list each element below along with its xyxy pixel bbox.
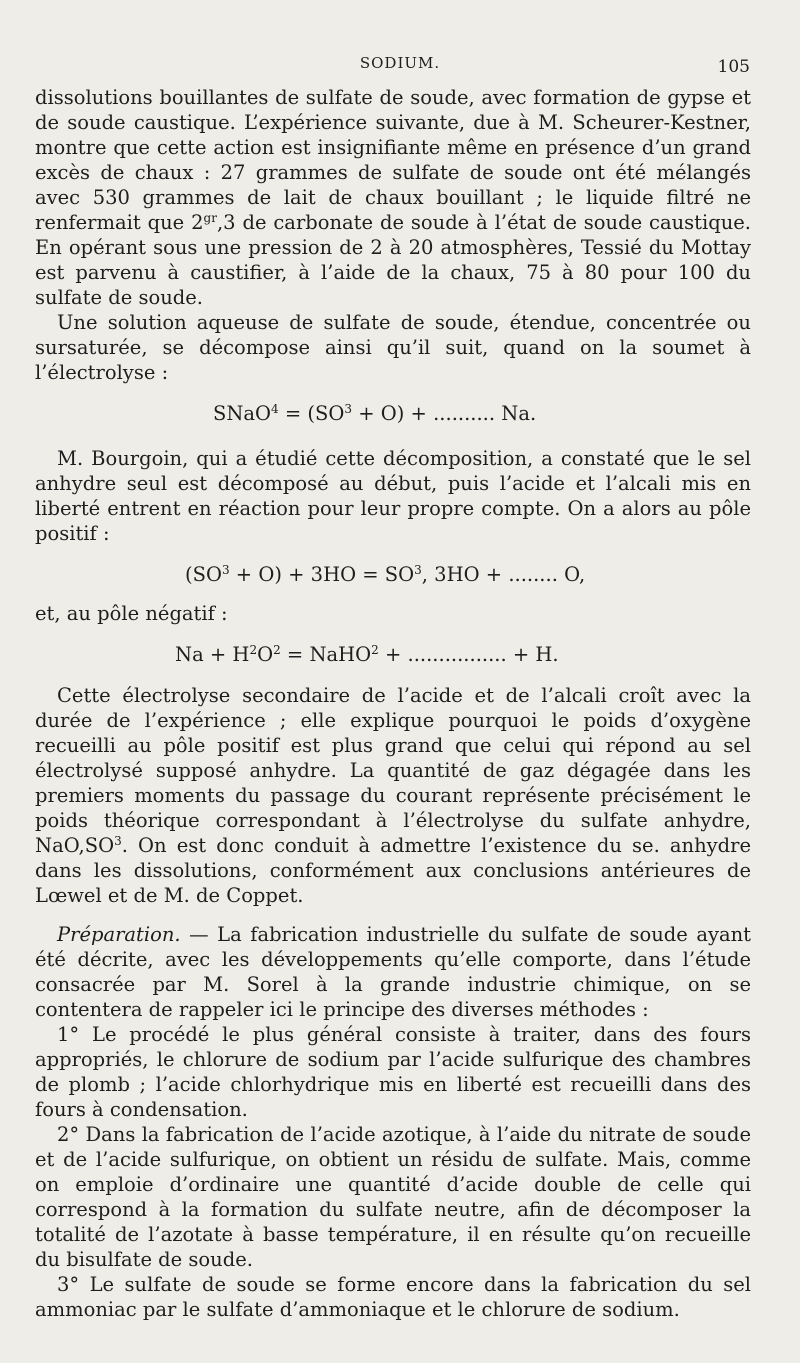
paragraph-method-2: 2° Dans la fabrication de l’acide azotique, à l’aide du nitrate de soude et de l’acide sulfurique, on obtient un résidu de sulfate. Mais, comme on emploie d’ordinaire une quantité d’acide double de celle qui correspond à la formation du sulfate neutre, afin de décomposer la totalité de l’azotate à basse température, il en résulte qu’on recueille du bisulfate de soude. [35,1123,751,1271]
formula-electrolysis: SNaO$^4$ = $(SO^3 + O)$ + .......... Na. [213,402,537,425]
page-header [0,54,800,80]
text-body [35,85,751,1322]
paragraph-5: Cette électrolyse secondaire de l’acide et de l’alcali croît avec la durée de l’expérience ; elle explique pourquoi le poids d’oxygène recueilli au pôle positif est plus grand que celui qui répond au sel électrolysé supposé anhydre. La quantité de gaz dégagée dans les premiers moments du passage du courant représente précisément le poids théorique correspondant à l’électrolyse du sulfate anhydre, $NaO,SO^3$. On est donc conduit à admettre l’existence du se. anhydre dans les dissolutions, conformément aux conclusions antérieures de Lœwel et de M. de Coppet. [35,684,751,907]
page-number: 105 [717,57,750,77]
formula-positive-pole: $(SO^3 + O) + 3HO = SO^3$, 3HO + ........ O, [185,563,586,586]
paragraph-method-1: 1° Le procédé le plus général consiste à traiter, dans des fours appropriés, le chlorure de sodium par l’acide sulfurique des chambres de plomb ; l’acide chlorhydrique mis en liberté est recueilli dans des fours à condensation. [35,1023,751,1121]
paragraph-3: M. Bourgoin, qui a étudié cette décomposition, a constaté que le sel anhydre seul est décomposé au début, puis l’acide et l’alcali mis en liberté entrent en réaction pour leur propre compte. On a alors au pôle positif : [35,447,751,545]
paragraph-method-3: 3° Le sulfate de soude se forme encore dans la fabrication du sel ammoniac par le sulfate d’ammoniaque et le chlorure de sodium. [35,1273,751,1321]
section-label: Préparation. [57,923,181,946]
running-title: SODIUM. [359,54,441,72]
paragraph-2: Une solution aqueuse de sulfate de soude, étendue, concentrée ou sursaturée, se décompose ainsi qu’il suit, quand on la soumet à l’électrolyse : [35,311,751,384]
paragraph-4: et, au pôle négatif : [35,602,228,625]
formula-negative-pole: $Na + H^2O^2$ = NaHO$^2$ + ................ + H. [175,643,559,666]
paragraph-1: dissolutions bouillantes de sulfate de soude, avec formation de gypse et de soude caustique. L’expérience suivante, due à M. Scheurer-Kestner, montre que cette action est insignifiante même en présence d’un grand excès de chaux : 27 grammes de sulfate de soude ont été mélangés avec 530 grammes de lait de chaux bouillant ; le liquide filtré ne renfermait que $2^{gr},3$ de carbonate de soude à l’état de soude caustique. En opérant sous une pression de 2 à 20 atmosphères, Tessié du Mottay est parvenu à caustifier, à l’aide de la chaux, 75 à 80 pour 100 du sulfate de soude. [35,86,752,309]
paragraph-preparation: Préparation. — La fabrication industrielle du sulfate de soude ayant été décrite, avec les développements qu’elle comporte, dans l’étude consacrée par M. Sorel à la grande industrie chimique, on se contentera de rappeler ici le principe des diverses méthodes : [35,923,751,1021]
